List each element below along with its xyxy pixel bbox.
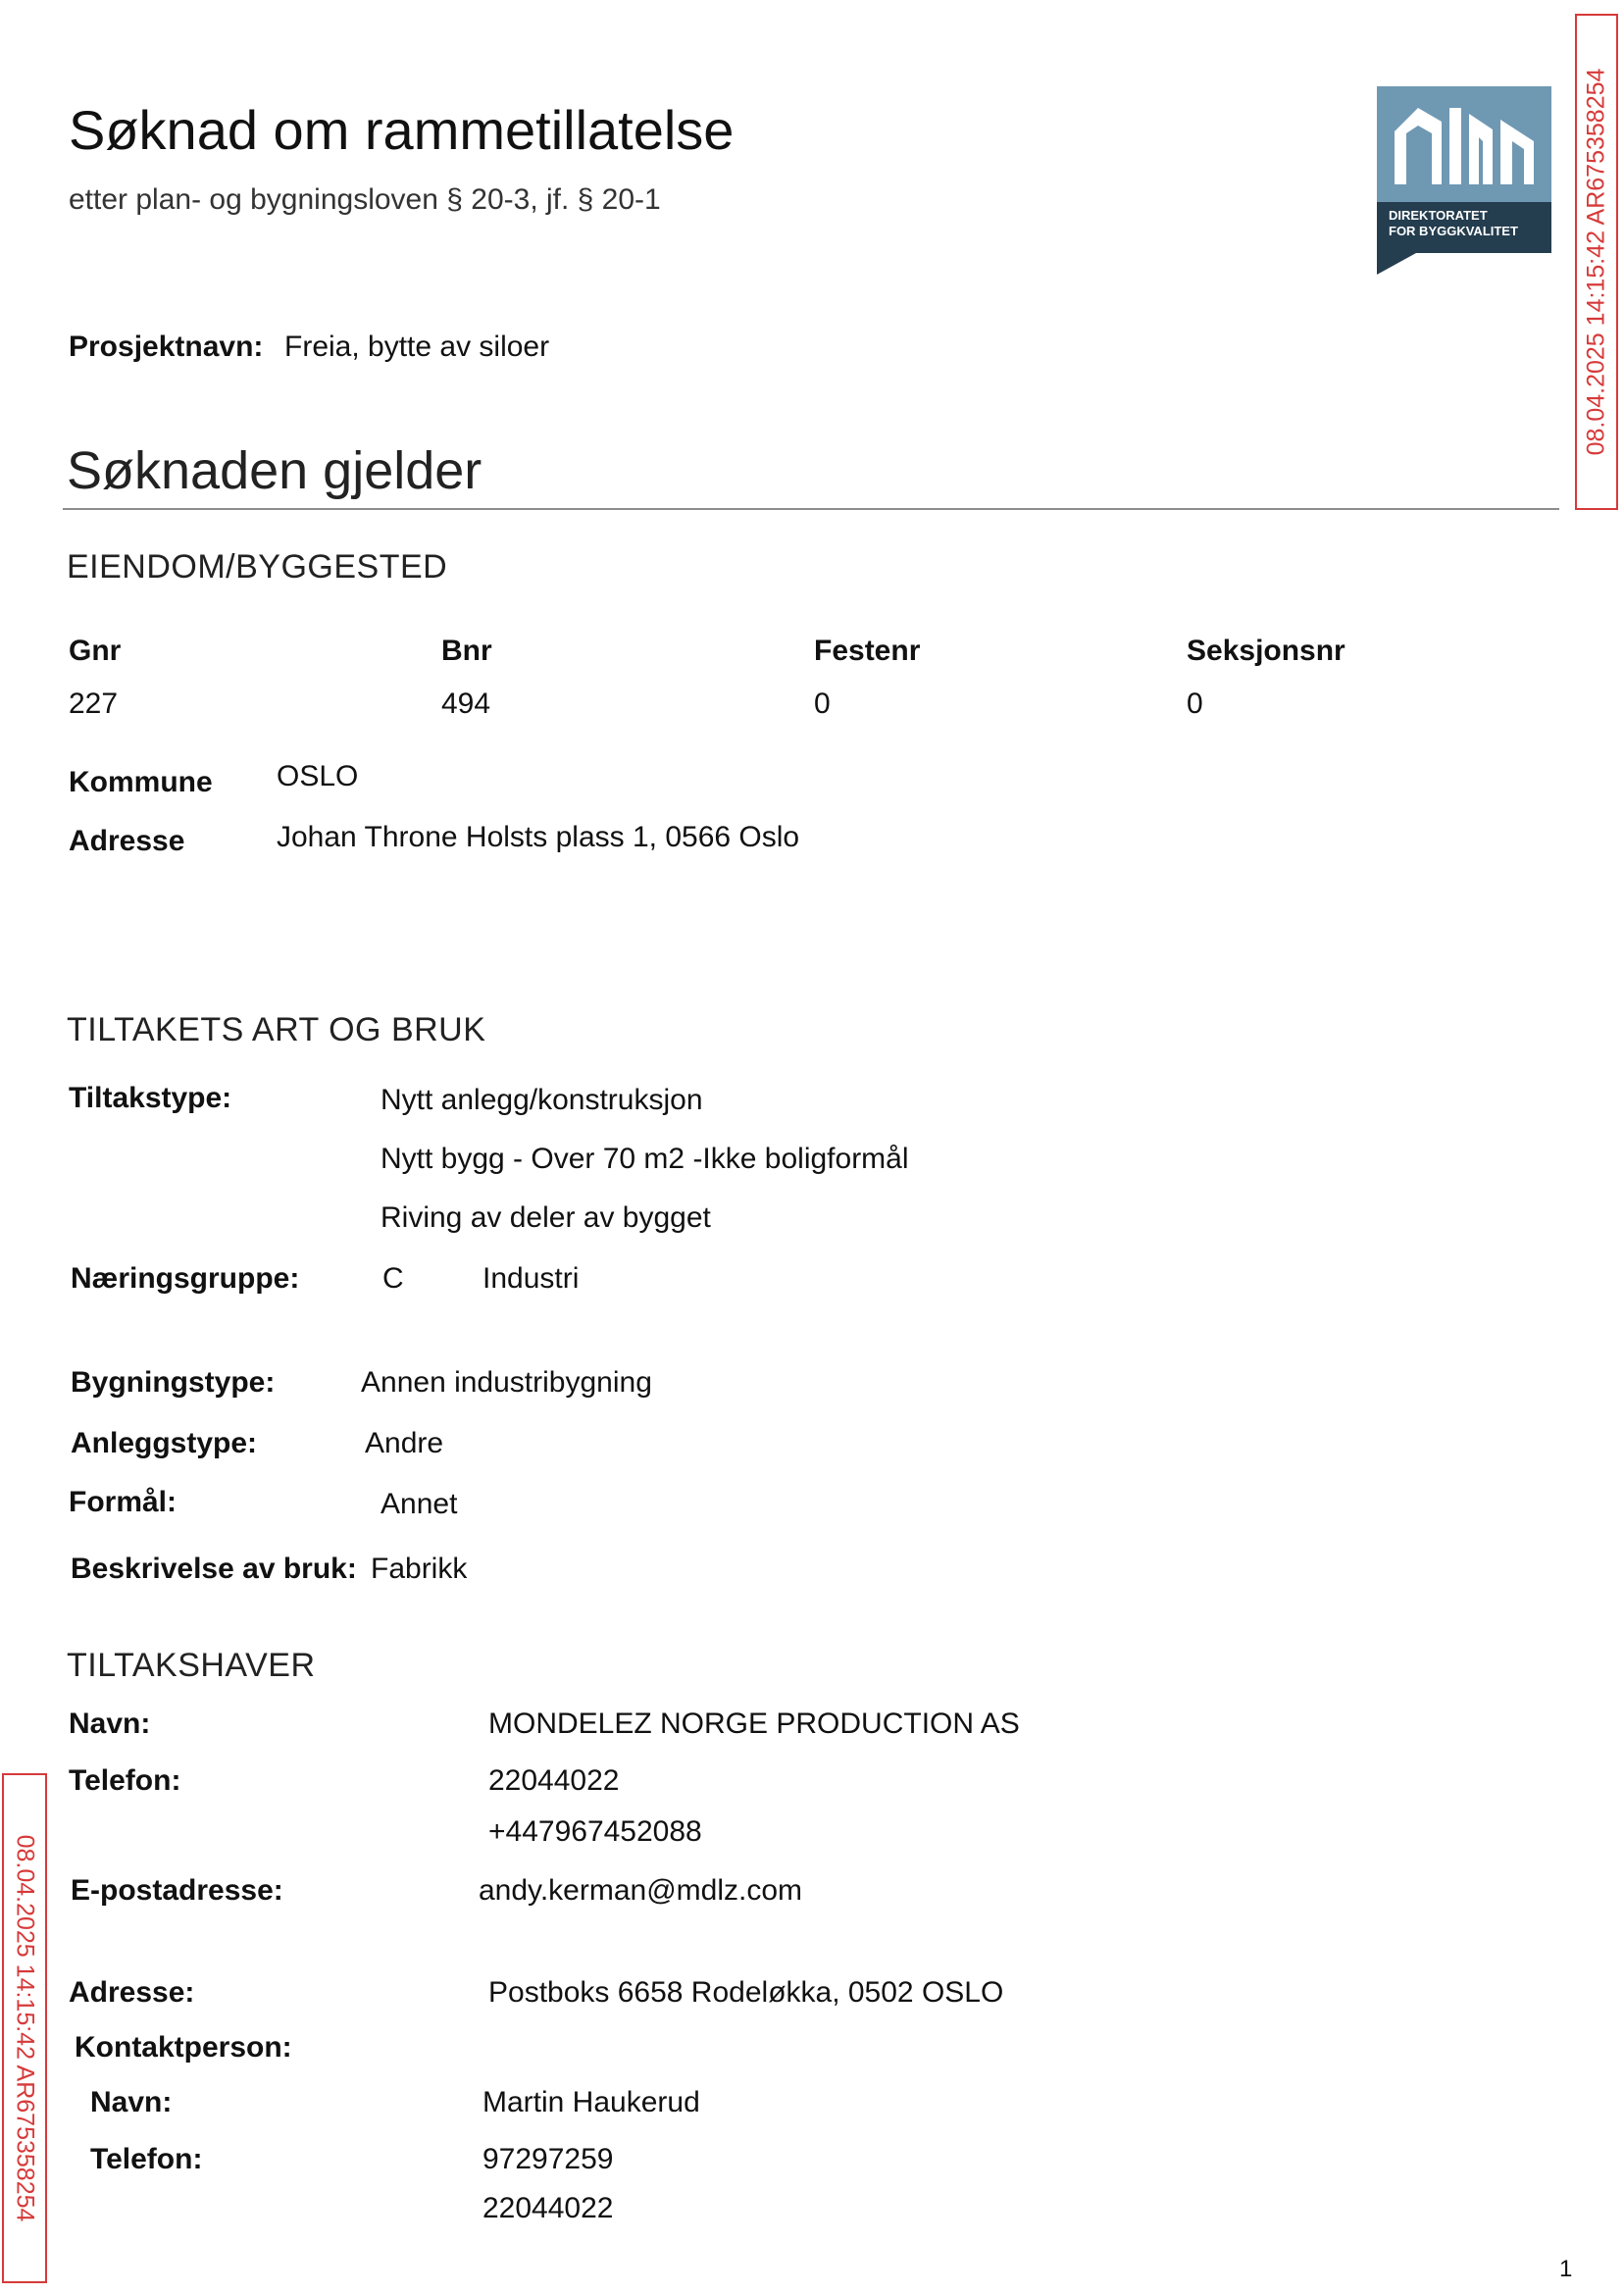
tiltakshaver-telefon-label: Telefon: <box>69 1764 181 1797</box>
anleggstype-value: Andre <box>365 1427 444 1459</box>
epost-value: andy.kerman@mdlz.com <box>479 1874 802 1907</box>
tiltakshaver-heading: TILTAKSHAVER <box>67 1647 316 1684</box>
logo-buildings-icon <box>1377 86 1551 202</box>
formal-value: Annet <box>381 1488 458 1520</box>
naeringsgruppe-code: C <box>382 1262 404 1295</box>
tiltakstype-item: Riving av deler av bygget <box>381 1201 711 1234</box>
receipt-stamp-left <box>2 1773 47 2283</box>
tiltak-heading: TILTAKETS ART OG BRUK <box>67 1011 486 1048</box>
kontaktperson-navn-label: Navn: <box>90 2086 173 2118</box>
seksjonsnr-label: Seksjonsnr <box>1187 635 1345 667</box>
beskrivelse-value: Fabrikk <box>371 1553 468 1585</box>
festenr-value: 0 <box>814 688 831 720</box>
tiltakshaver-adresse-value: Postboks 6658 Rodeløkka, 0502 OSLO <box>488 1976 1004 2009</box>
naeringsgruppe-value: Industri <box>482 1262 580 1295</box>
naeringsgruppe-label: Næringsgruppe: <box>71 1262 300 1295</box>
tiltakshaver-telefon-value: 22044022 <box>488 1764 620 1797</box>
project-name-label: Prosjektnavn: <box>69 331 264 363</box>
bnr-value: 494 <box>441 688 491 720</box>
seksjonsnr-value: 0 <box>1187 688 1203 720</box>
epost-label: E-postadresse: <box>71 1874 283 1907</box>
kontaktperson-navn-value: Martin Haukerud <box>482 2086 700 2118</box>
tiltakshaver-navn-label: Navn: <box>69 1708 151 1740</box>
section-divider <box>63 508 1559 510</box>
project-name-value: Freia, bytte av siloer <box>284 331 550 363</box>
beskrivelse-label: Beskrivelse av bruk: <box>71 1553 357 1585</box>
gnr-label: Gnr <box>69 635 122 667</box>
kontaktperson-telefon-label: Telefon: <box>90 2143 203 2175</box>
kontaktperson-telefon-value: 97297259 <box>482 2143 614 2175</box>
tiltakstype-label: Tiltakstype: <box>69 1082 232 1114</box>
gnr-value: 227 <box>69 688 119 720</box>
property-heading: EIENDOM/BYGGESTED <box>67 548 448 586</box>
receipt-stamp-top <box>1575 14 1618 510</box>
page-number: 1 <box>1559 2256 1573 2282</box>
dibk-logo <box>1377 86 1551 275</box>
tiltakstype-item: Nytt anlegg/konstruksjon <box>381 1084 703 1116</box>
bygningstype-label: Bygningstype: <box>71 1366 276 1399</box>
tiltakstype-item: Nytt bygg - Over 70 m2 -Ikke boligformål <box>381 1143 909 1175</box>
logo-tab <box>1377 253 1416 275</box>
festenr-label: Festenr <box>814 635 921 667</box>
logo-line-2: FOR BYGGKVALITET <box>1389 224 1518 238</box>
formal-label: Formål: <box>69 1486 178 1518</box>
adresse-value: Johan Throne Holsts plass 1, 0566 Oslo <box>277 821 800 853</box>
tiltakshaver-adresse-label: Adresse: <box>69 1976 195 2009</box>
adresse-label: Adresse <box>69 825 185 857</box>
logo-text <box>1389 208 1518 239</box>
stamp-text: 08.04.2025 14:15:42 AR675358254 <box>1582 68 1610 456</box>
kontaktperson-telefon-value: 22044022 <box>482 2192 614 2224</box>
document-title: Søknad om rammetillatelse <box>69 99 735 161</box>
bygningstype-value: Annen industribygning <box>361 1366 652 1399</box>
section-title: Søknaden gjelder <box>67 441 482 500</box>
anleggstype-label: Anleggstype: <box>71 1427 258 1459</box>
kommune-value: OSLO <box>277 760 359 792</box>
logo-line-1: DIREKTORATET <box>1389 208 1488 223</box>
kontaktperson-label: Kontaktperson: <box>75 2031 292 2064</box>
kommune-label: Kommune <box>69 766 213 798</box>
tiltakshaver-telefon-value: +447967452088 <box>488 1815 702 1848</box>
stamp-text: 08.04.2025 14:15:42 AR675358254 <box>11 1834 39 2222</box>
tiltakshaver-navn-value: MONDELEZ NORGE PRODUCTION AS <box>488 1708 1020 1740</box>
bnr-label: Bnr <box>441 635 492 667</box>
document-subtitle: etter plan- og bygningsloven § 20-3, jf. § 20-1 <box>69 183 661 216</box>
